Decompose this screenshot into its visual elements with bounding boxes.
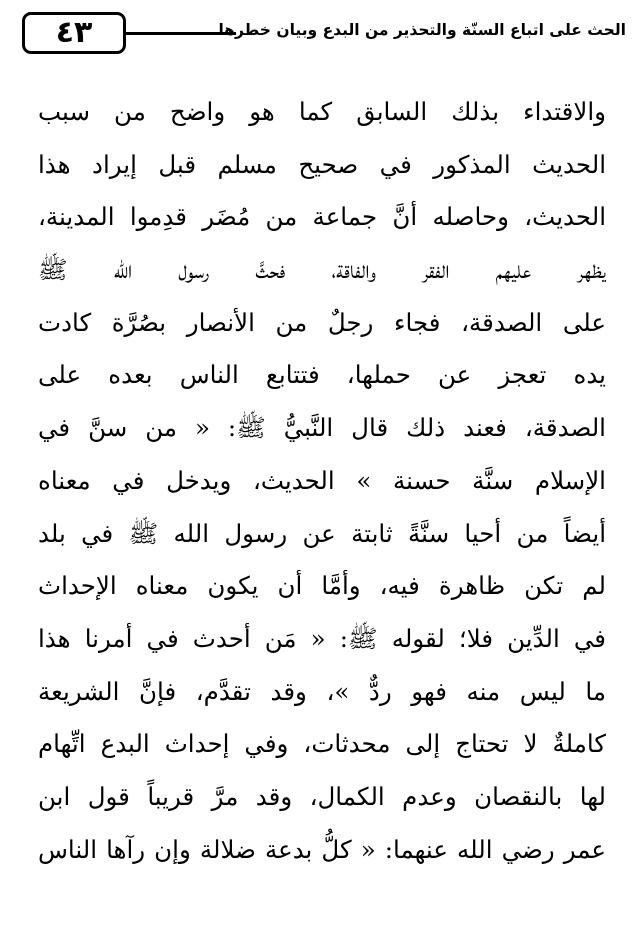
- text-line: كاملةٌ لا تحتاج إلى محدثات، وفي إحداث البدع اتِّهام: [38, 729, 606, 759]
- text-line: الإسلام سنَّة حسنة » الحديث، ويدخل في معناه: [38, 465, 606, 495]
- text-line: والاقتداء بذلك السابق كما هو واضح من سبب: [38, 97, 606, 126]
- text-line: لها بالنقصان وعدم الكمال، وقد مرَّ قريباً قول ابن: [38, 781, 606, 811]
- text-line: الصدقة، فعند ذلك قال النَّبيُّ ﷺ: « من سنَّ في: [38, 413, 606, 443]
- text-line: الحديث المذكور في صحيح مسلم قبل إيراد هذا: [38, 149, 606, 179]
- text-line: لم تكن ظاهرة فيه، وأمَّا أن يكون معناه الإحداث: [38, 571, 606, 601]
- running-title: الحث على اتباع السنّة والتحذير من البدع وبيان خطرها: [218, 21, 626, 39]
- text-line: في الدِّين فلا؛ لقوله ﷺ: « مَن أحدث في أمرنا هذا: [38, 623, 606, 653]
- text-line: عمر رضي الله عنهما: « كلُّ بدعة ضلالة وإن رآها الناس: [38, 834, 606, 864]
- text-line: الحديث، وحاصله أنَّ جماعة من مُضَر قدِموا المدينة،: [38, 202, 606, 232]
- text-line: يده تعجز عن حملها، فتتابع الناس بعده على: [38, 360, 606, 390]
- text-line: أيضاً من أحيا سنَّةً ثابتة عن رسول الله ﷺ في بلد: [38, 518, 606, 548]
- text-line: يظهر عليهم الفقر والفاقة، فحثَّ رسول الله ﷺ: [38, 255, 606, 285]
- page-header: [14, 10, 626, 62]
- text-line: ما ليس منه فهو ردٌّ »، وقد تقدَّم، فإنَّ الشريعة: [38, 676, 606, 706]
- text-line: على الصدقة، فجاء رجلٌ من الأنصار بصُرَّة كادت: [38, 307, 606, 337]
- page-number: ٤٣: [22, 12, 126, 54]
- body-text: [38, 86, 606, 876]
